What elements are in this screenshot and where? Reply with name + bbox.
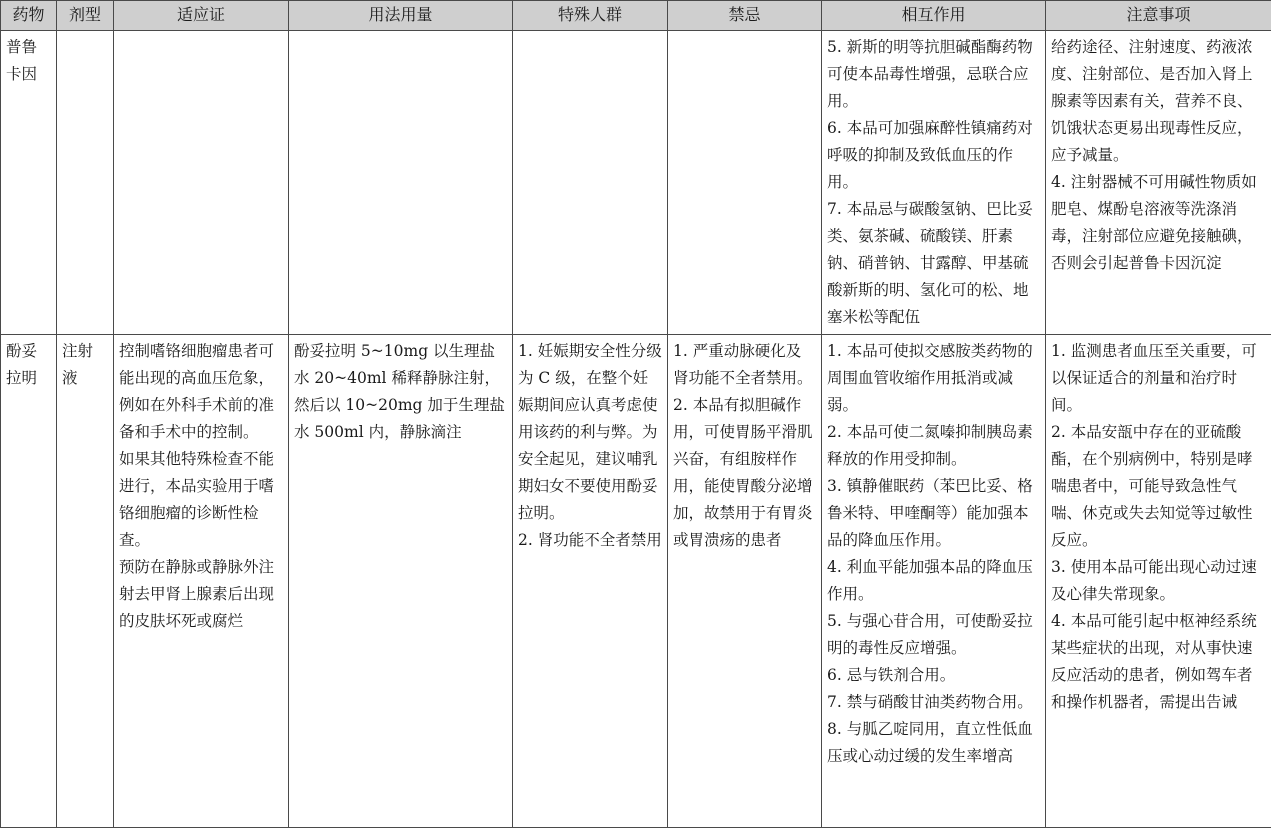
cell-text: 普鲁 xyxy=(6,34,51,61)
header-contraindication: 禁忌 xyxy=(668,1,822,31)
cell-notes xyxy=(1046,335,1271,828)
cell-paragraph: 如果其他特殊检查不能进行，本品实验用于嗜铬细胞瘤的诊断性检查。 xyxy=(119,446,283,554)
cell-special-population xyxy=(513,31,668,335)
cell-paragraph: 2. 本品安瓿中存在的亚硫酸酯，在个别病例中，特别是哮喘患者中，可能导致急性气喘、休克或失去知觉等过敏性反应。 xyxy=(1051,419,1266,554)
header-row xyxy=(1,1,1271,31)
cell-paragraph: 1. 妊娠期安全性分级为 C 级，在整个妊娠期间应认真考虑使用该药的利与弊。为安全起见，建议哺乳期妇女不要使用酚妥拉明。 xyxy=(518,338,662,527)
header-dosage: 用法用量 xyxy=(289,1,513,31)
cell-special-population xyxy=(513,335,668,828)
cell-text: 卡因 xyxy=(6,61,51,88)
cell-indication xyxy=(114,335,289,828)
header-interaction: 相互作用 xyxy=(822,1,1046,31)
cell-dosage xyxy=(289,31,513,335)
cell-paragraph: 1. 严重动脉硬化及肾功能不全者禁用。 xyxy=(673,338,816,392)
cell-text: 酚妥 xyxy=(6,338,51,365)
cell-paragraph: 5. 新斯的明等抗胆碱酯酶药物可使本品毒性增强，忌联合应用。 xyxy=(827,34,1040,115)
cell-paragraph: 6. 本品可加强麻醉性镇痛药对呼吸的抑制及致低血压的作用。 xyxy=(827,115,1040,196)
cell-text: 注射 xyxy=(62,338,108,365)
header-notes: 注意事项 xyxy=(1046,1,1271,31)
cell-interaction xyxy=(822,31,1046,335)
cell-form xyxy=(57,31,114,335)
cell-paragraph: 给药途径、注射速度、药液浓度、注射部位、是否加入肾上腺素等因素有关，营养不良、饥饿状态更易出现毒性反应，应予减量。 xyxy=(1051,34,1266,169)
cell-indication xyxy=(114,31,289,335)
header-special-population: 特殊人群 xyxy=(513,1,668,31)
cell-paragraph: 3. 镇静催眠药（苯巴比妥、格鲁米特、甲喹酮等）能加强本品的降血压作用。 xyxy=(827,473,1040,554)
cell-paragraph: 预防在静脉或静脉外注射去甲肾上腺素后出现的皮肤坏死或腐烂 xyxy=(119,554,283,635)
cell-paragraph: 1. 本品可使拟交感胺类药物的周围血管收缩作用抵消或减弱。 xyxy=(827,338,1040,419)
cell-paragraph: 2. 本品有拟胆碱作用，可使胃肠平滑肌兴奋，有组胺样作用，能使胃酸分泌增加，故禁用于有胃炎或胃溃疡的患者 xyxy=(673,392,816,554)
header-indication: 适应证 xyxy=(114,1,289,31)
cell-notes xyxy=(1046,31,1271,335)
table-row xyxy=(1,31,1271,335)
cell-paragraph: 控制嗜铬细胞瘤患者可能出现的高血压危象，例如在外科手术前的准备和手术中的控制。 xyxy=(119,338,283,446)
cell-paragraph: 8. 与胍乙啶同用，直立性低血压或心动过缓的发生率增高 xyxy=(827,716,1040,770)
cell-drug xyxy=(1,31,57,335)
cell-paragraph: 2. 肾功能不全者禁用 xyxy=(518,527,662,554)
header-form: 剂型 xyxy=(57,1,114,31)
cell-paragraph: 7. 禁与硝酸甘油类药物合用。 xyxy=(827,689,1040,716)
header-drug: 药物 xyxy=(1,1,57,31)
cell-paragraph: 酚妥拉明 5~10mg 以生理盐水 20~40ml 稀释静脉注射，然后以 10~20mg 加于生理盐水 500ml 内，静脉滴注 xyxy=(294,338,507,446)
cell-contraindication xyxy=(668,335,822,828)
cell-text: 拉明 xyxy=(6,365,51,392)
table-row xyxy=(1,335,1271,828)
cell-drug xyxy=(1,335,57,828)
cell-paragraph: 4. 利血平能加强本品的降血压作用。 xyxy=(827,554,1040,608)
cell-text: 液 xyxy=(62,365,108,392)
cell-interaction xyxy=(822,335,1046,828)
cell-paragraph: 4. 注射器械不可用碱性物质如肥皂、煤酚皂溶液等洗涤消毒，注射部位应避免接触碘，否则会引起普鲁卡因沉淀 xyxy=(1051,169,1266,277)
cell-paragraph: 4. 本品可能引起中枢神经系统某些症状的出现，对从事快速反应活动的患者，例如驾车者和操作机器者，需提出告诫 xyxy=(1051,608,1266,716)
cell-dosage xyxy=(289,335,513,828)
cell-paragraph: 6. 忌与铁剂合用。 xyxy=(827,662,1040,689)
cell-contraindication xyxy=(668,31,822,335)
cell-paragraph: 5. 与强心苷合用，可使酚妥拉明的毒性反应增强。 xyxy=(827,608,1040,662)
cell-form xyxy=(57,335,114,828)
cell-paragraph: 2. 本品可使二氮嗪抑制胰岛素释放的作用受抑制。 xyxy=(827,419,1040,473)
cell-paragraph: 1. 监测患者血压至关重要，可以保证适合的剂量和治疗时间。 xyxy=(1051,338,1266,419)
cell-paragraph: 3. 使用本品可能出现心动过速及心律失常现象。 xyxy=(1051,554,1266,608)
cell-paragraph: 7. 本品忌与碳酸氢钠、巴比妥类、氨茶碱、硫酸镁、肝素钠、硝普钠、甘露醇、甲基硫酸新斯的明、氢化可的松、地塞米松等配伍 xyxy=(827,196,1040,331)
